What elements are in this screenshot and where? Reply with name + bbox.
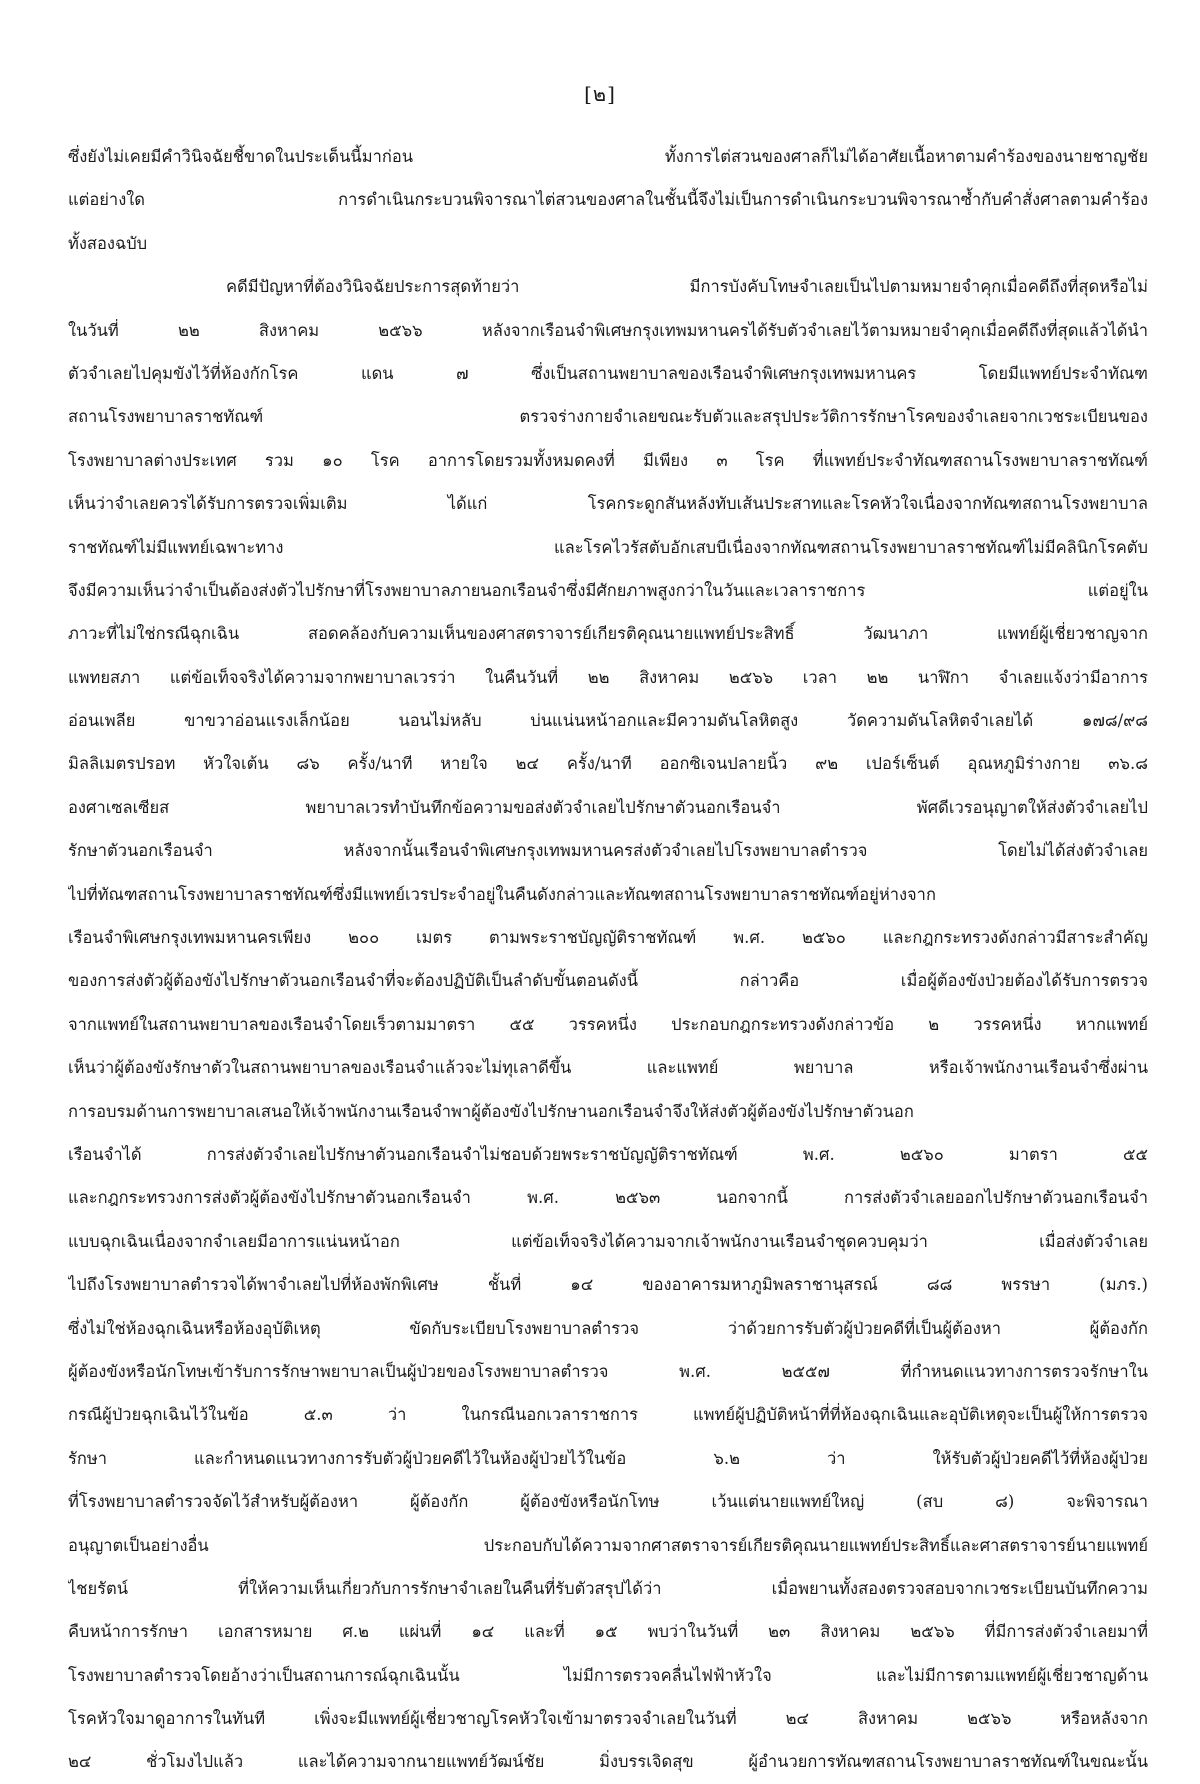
text-line: ซึ่งยังไม่เคยมีคำวินิจฉัยชี้ขาดในประเด็นนี้มาก่อน ทั้งการไต่สวนของศาลก็ไม่ได้อาศัยเนื้อหาตามคำร้องของนายชาญชัย xyxy=(68,147,1148,166)
text-line: โรงพยาบาลต่างประเทศ รวม ๑๐ โรค อาการโดยรวมทั้งหมดคงที่ มีเพียง ๓ โรค ที่แพทย์ประจำทัณฑสถานโรงพยาบาลราชทัณฑ์ xyxy=(68,450,1148,470)
text-line: รักษาตัวนอกเรือนจำ หลังจากนั้นเรือนจำพิเศษกรุงเทพมหานครส่งตัวจำเลยไปโรงพยาบาลตำรวจ โดยไม่ได้ส่งตัวจำเลย xyxy=(68,841,1148,861)
text-line: ในวันที่ ๒๒ สิงหาคม ๒๕๖๖ หลังจากเรือนจำพิเศษกรุงเทพมหานครได้รับตัวจำเลยไว้ตามหมายจำคุกเมื่อคดีถึงที่สุดแล้วได้นำ xyxy=(68,320,1148,340)
text-line: ไปถึงโรงพยาบาลตำรวจได้พาจำเลยไปที่ห้องพักพิเศษ ชั้นที่ ๑๔ ของอาคารมหาภูมิพลราชานุสรณ์ ๘๘ พรรษา (มภร.) xyxy=(68,1275,1148,1295)
text-line: ผู้ต้องขังหรือนักโทษเข้ารับการรักษาพยาบาลเป็นผู้ป่วยของโรงพยาบาลตำรวจ พ.ศ. ๒๕๕๗ ที่กำหนดแนวทางการตรวจรักษาใน xyxy=(68,1361,1148,1381)
text-line: ทั้งสองฉบับ xyxy=(68,233,148,253)
document-body xyxy=(68,135,1148,1784)
text-line: แบบฉุกเฉินเนื่องจากจำเลยมีอาการแน่นหน้าอก แต่ข้อเท็จจริงได้ความจากเจ้าพนักงานเรือนจำชุดควบคุมว่า เมื่อส่งตัวจำเลย xyxy=(68,1231,1148,1251)
text-line: เห็นว่าจำเลยควรได้รับการตรวจเพิ่มเติม ได้แก่ โรคกระดูกสันหลังทับเส้นประสาทและโรคหัวใจเนื่องจากทัณฑสถานโรงพยาบาล xyxy=(68,494,1148,514)
text-line: ตัวจำเลยไปคุมขังไว้ที่ห้องกักโรค แดน ๗ ซึ่งเป็นสถานพยาบาลของเรือนจำพิเศษกรุงเทพมหานคร โดยมีแพทย์ประจำทัณฑ xyxy=(68,363,1148,383)
text-line: ไปที่ทัณฑสถานโรงพยาบาลราชทัณฑ์ซึ่งมีแพทย์เวรประจำอยู่ในคืนดังกล่าวและทัณฑสถานโรงพยาบาลราชทัณฑ์อยู่ห่างจาก xyxy=(68,884,936,904)
text-line: และกฎกระทรวงการส่งตัวผู้ต้องขังไปรักษาตัวนอกเรือนจำ พ.ศ. ๒๕๖๓ นอกจากนี้ การส่งตัวจำเลยออกไปรักษาตัวนอกเรือนจำ xyxy=(68,1188,1148,1208)
text-line: สถานโรงพยาบาลราชทัณฑ์ ตรวจร่างกายจำเลยขณะรับตัวและสรุปประวัติการรักษาโรคของจำเลยจากเวชระเบียนของ xyxy=(68,407,1148,427)
text-line: ซึ่งไม่ใช่ห้องฉุกเฉินหรือห้องอุบัติเหตุ ขัดกับระเบียบโรงพยาบาลตำรวจ ว่าด้วยการรับตัวผู้ป่วยคดีที่เป็นผู้ต้องหา ผู้ต้องกัก xyxy=(68,1318,1148,1338)
text-line: องศาเซลเซียส พยาบาลเวรทำบันทึกข้อความขอส่งตัวจำเลยไปรักษาตัวนอกเรือนจำ พัศดีเวรอนุญาตให้ส่งตัวจำเลยไป xyxy=(68,797,1148,817)
text-line: กรณีผู้ป่วยฉุกเฉินไว้ในข้อ ๕.๓ ว่า ในกรณีนอกเวลาราชการ แพทย์ผู้ปฏิบัติหน้าที่ที่ห้องฉุกเฉินและอุบัติเหตุจะเป็นผู้ให้การตรวจ xyxy=(68,1405,1148,1425)
text-line: ไชยรัตน์ ที่ให้ความเห็นเกี่ยวกับการรักษาจำเลยในคืนที่รับตัวสรุปได้ว่า เมื่อพยานทั้งสองตรวจสอบจากเวชระเบียนบันทึกความ xyxy=(68,1578,1148,1598)
text-line: ภาวะที่ไม่ใช่กรณีฉุกเฉิน สอดคล้องกับความเห็นของศาสตราจารย์เกียรติคุณนายแพทย์ประสิทธิ์ วัฒนาภา แพทย์ผู้เชี่ยวชาญจาก xyxy=(68,624,1148,644)
text-line: จากแพทย์ในสถานพยาบาลของเรือนจำโดยเร็วตามมาตรา ๕๕ วรรคหนึ่ง ประกอบกฎกระทรวงดังกล่าวข้อ ๒ วรรคหนึ่ง หากแพทย์ xyxy=(68,1014,1148,1034)
text-line: มิลลิเมตรปรอท หัวใจเต้น ๘๖ ครั้ง/นาที หายใจ ๒๔ ครั้ง/นาที ออกซิเจนปลายนิ้ว ๙๒ เปอร์เซ็นต์ อุณหภูมิร่างกาย ๓๖.๘ xyxy=(68,754,1148,774)
text-line: เรือนจำได้ การส่งตัวจำเลยไปรักษาตัวนอกเรือนจำไม่ชอบด้วยพระราชบัญญัติราชทัณฑ์ พ.ศ. ๒๕๖๐ มาตรา ๕๕ xyxy=(68,1144,1148,1164)
text-line: เห็นว่าผู้ต้องขังรักษาตัวในสถานพยาบาลของเรือนจำแล้วจะไม่ทุเลาดีขึ้น และแพทย์ พยาบาล หรือเจ้าพนักงานเรือนจำซึ่งผ่าน xyxy=(68,1058,1148,1078)
text-line: คืบหน้าการรักษา เอกสารหมาย ศ.๒ แผ่นที่ ๑๔ และที่ ๑๕ พบว่าในวันที่ ๒๓ สิงหาคม ๒๕๖๖ ที่มีการส่งตัวจำเลยมาที่ xyxy=(68,1622,1148,1642)
paragraph-1 xyxy=(68,135,1148,265)
text-line: ๒๔ ชั่วโมงไปแล้ว และได้ความจากนายแพทย์วัฒน์ชัย มิ่งบรรเจิดสุข ผู้อำนวยการทัณฑสถานโรงพยาบาลราชทัณฑ์ในขณะนั้น xyxy=(68,1752,1148,1772)
page-number: [๒] xyxy=(584,82,616,106)
text-line: โรงพยาบาลตำรวจโดยอ้างว่าเป็นสถานการณ์ฉุกเฉินนั้น ไม่มีการตรวจคลื่นไฟฟ้าหัวใจ และไม่มีการตามแพทย์ผู้เชี่ยวชาญด้าน xyxy=(68,1665,1148,1685)
text-line: แต่อย่างใด การดำเนินกระบวนพิจารณาไต่สวนของศาลในชั้นนี้จึงไม่เป็นการดำเนินกระบวนพิจารณาซ้ำกับคำสั่งศาลตามคำร้อง xyxy=(68,190,1148,210)
text-line: อ่อนเพลีย ขาขวาอ่อนแรงเล็กน้อย นอนไม่หลับ บ่นแน่นหน้าอกและมีความดันโลหิตสูง วัดความดันโลหิตจำเลยได้ ๑๗๘/๙๘ xyxy=(68,711,1148,731)
text-line: ของการส่งตัวผู้ต้องขังไปรักษาตัวนอกเรือนจำที่จะต้องปฏิบัติเป็นลำดับขั้นตอนดังนี้ กล่าวคือ เมื่อผู้ต้องขังป่วยต้องได้รับการตรวจ xyxy=(68,971,1148,991)
text-line: คดีมีปัญหาที่ต้องวินิจฉัยประการสุดท้ายว่า มีการบังคับโทษจำเลยเป็นไปตามหมายจำคุกเมื่อคดีถึงที่สุดหรือไม่ xyxy=(226,277,1148,297)
text-line: โรคหัวใจมาดูอาการในทันที เพิ่งจะมีแพทย์ผู้เชี่ยวชาญโรคหัวใจเข้ามาตรวจจำเลยในวันที่ ๒๔ สิงหาคม ๒๕๖๖ หรือหลังจาก xyxy=(68,1709,1148,1729)
text-line: รักษา และกำหนดแนวทางการรับตัวผู้ป่วยคดีไว้ในห้องผู้ป่วยไว้ในข้อ ๖.๒ ว่า ให้รับตัวผู้ป่วยคดีไว้ที่ห้องผู้ป่วย xyxy=(68,1448,1148,1468)
text-line: อนุญาตเป็นอย่างอื่น ประกอบกับได้ความจากศาสตราจารย์เกียรติคุณนายแพทย์ประสิทธิ์และศาสตราจารย์นายแพทย์ xyxy=(68,1535,1148,1555)
text-line: เรือนจำพิเศษกรุงเทพมหานครเพียง ๒๐๐ เมตร ตามพระราชบัญญัติราชทัณฑ์ พ.ศ. ๒๕๖๐ และกฎกระทรวงดังกล่าวมีสาระสำคัญ xyxy=(68,928,1148,948)
paragraph-2 xyxy=(68,265,1148,1784)
text-line: ที่โรงพยาบาลตำรวจจัดไว้สำหรับผู้ต้องหา ผู้ต้องกัก ผู้ต้องขังหรือนักโทษ เว้นแต่นายแพทย์ใหญ่ (สบ ๘) จะพิจารณา xyxy=(68,1492,1148,1512)
text-line: แพทยสภา แต่ข้อเท็จจริงได้ความจากพยาบาลเวรว่า ในคืนวันที่ ๒๒ สิงหาคม ๒๕๖๖ เวลา ๒๒ นาฬิกา จำเลยแจ้งว่ามีอาการ xyxy=(68,667,1148,687)
text-line: จึงมีความเห็นว่าจำเป็นต้องส่งตัวไปรักษาที่โรงพยาบาลภายนอกเรือนจำซึ่งมีศักยภาพสูงกว่าในวันและเวลาราชการ แต่อยู่ใน xyxy=(68,580,1148,600)
text-line: การอบรมด้านการพยาบาลเสนอให้เจ้าพนักงานเรือนจำพาผู้ต้องขังไปรักษานอกเรือนจำจึงให้ส่งตัวผู้ต้องขังไปรักษาตัวนอก xyxy=(68,1101,914,1121)
text-line: ราชทัณฑ์ไม่มีแพทย์เฉพาะทาง และโรคไวรัสตับอักเสบบีเนื่องจากทัณฑสถานโรงพยาบาลราชทัณฑ์ไม่มีคลินิกโรคตับ xyxy=(68,537,1148,557)
